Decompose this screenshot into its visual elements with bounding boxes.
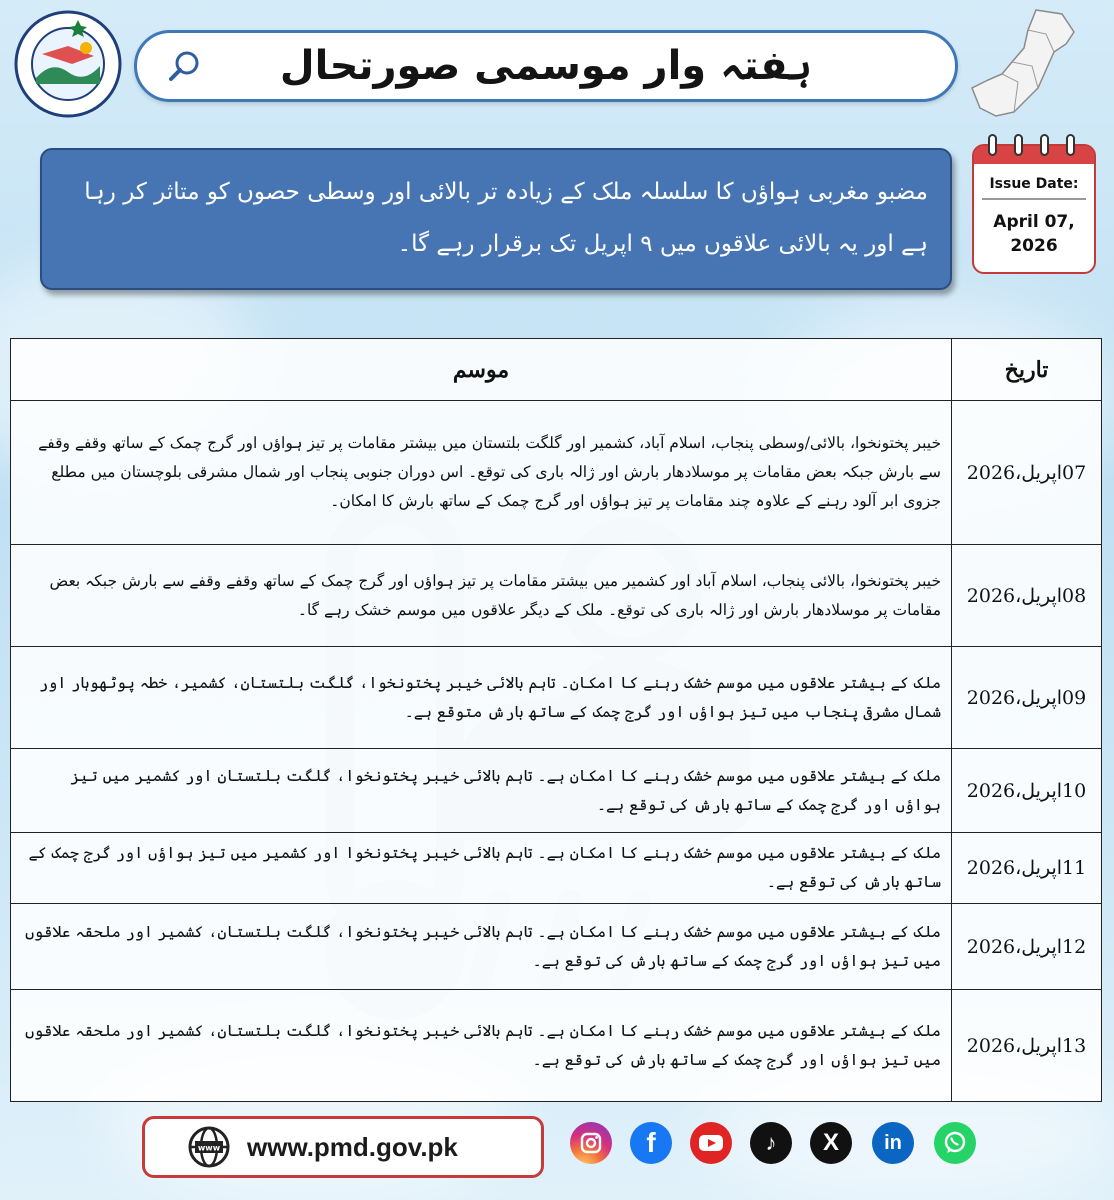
search-icon — [165, 47, 205, 87]
weather-cell: ملک کے بیشتر علاقوں میں موسم خشک رہنے کا امکان ہے۔ تاہم بالائی خیبر پختونخوا، گلگت بلتستان، کشمیر اور ملحقہ علاقوں میں تیز ہواؤں اور گرج چمک کے ساتھ بارش کی توقع ہے۔ — [11, 990, 952, 1102]
table-row — [11, 904, 1102, 990]
facebook-icon[interactable]: f — [630, 1122, 672, 1164]
calendar-divider — [982, 198, 1086, 200]
website-url: www.pmd.gov.pk — [247, 1131, 458, 1162]
weather-cell: خیبر پختونخوا، بالائی/وسطی پنجاب، اسلام آباد، کشمیر اور گلگت بلتستان میں بیشتر مقامات پر تیز ہواؤں اور گرج چمک کے ساتھ وقفے وقفے سے بارش جبکہ بعض مقامات پر موسلادھار بارش اور ژالہ باری کی توقع۔ اس دوران جنوبی پنجاب اور شمال مشرقی بلوچستان میں مطلع جزوی ابر آلود رہنے کے علاوہ چند مقامات پر تیز ہواؤں اور گرج چمک کے ساتھ بارش کا امکان۔ — [11, 401, 952, 545]
page-title: ہفتہ وار موسمی صورتحال — [279, 43, 813, 89]
calendar-ring-icon — [1014, 134, 1023, 156]
table-row — [11, 990, 1102, 1102]
date-cell: 12اپریل،2026 — [952, 904, 1102, 990]
youtube-icon[interactable] — [690, 1122, 732, 1164]
weather-cell: ملک کے بیشتر علاقوں میں موسم خشک رہنے کا امکان۔ تاہم بالائی خیبر پختونخوا، گلگت بلتستان، کشمیر، خطہ پوٹھوہار اور شمال مشرقی پنجاب میں تیز ہواؤں اور گرج چمک کے ساتھ بارش متوقع ہے۔ — [11, 647, 952, 749]
date-cell: 09اپریل،2026 — [952, 647, 1102, 749]
date-cell: 07اپریل،2026 — [952, 401, 1102, 545]
pmd-logo — [12, 8, 124, 120]
calendar-ring-icon — [1040, 134, 1049, 156]
whatsapp-icon[interactable] — [934, 1122, 976, 1164]
svg-text:www: www — [197, 1143, 221, 1153]
date-cell: 11اپریل،2026 — [952, 833, 1102, 904]
calendar-ring-icon — [988, 134, 997, 156]
x-icon[interactable]: X — [810, 1122, 852, 1164]
summary-panel — [40, 148, 952, 290]
table-row — [11, 749, 1102, 833]
column-header-weather: موسم — [11, 339, 952, 401]
issue-date-value: April 07, 2026 — [993, 212, 1075, 256]
date-cell: 08اپریل،2026 — [952, 545, 1102, 647]
pakistan-map-icon — [966, 4, 1106, 124]
weather-cell: ملک کے بیشتر علاقوں میں موسم خشک رہنے کا امکان ہے۔ تاہم بالائی خیبر پختونخوا، گلگت بلتستان، کشمیر اور ملحقہ علاقوں میں تیز ہواؤں اور گرج چمک کے ساتھ بارش کی توقع ہے۔ — [11, 904, 952, 990]
issue-date-label: Issue Date: — [989, 176, 1079, 192]
weather-cell: ملک کے بیشتر علاقوں میں موسم خشک رہنے کا امکان ہے۔ تاہم بالائی خیبر پختونخوا، گلگت بلتستان اور کشمیر میں تیز ہواؤں اور گرج چمک کے ساتھ بارش کی توقع ہے۔ — [11, 749, 952, 833]
summary-text: مضبو مغربی ہواؤں کا سلسلہ ملک کے زیادہ تر بالائی اور وسطی حصوں کو متاثر کر رہا ہے اور یہ بالائی علاقوں میں ۹ اپریل تک برقرار رہے گا۔ — [84, 179, 928, 257]
table-header-row — [11, 339, 1102, 401]
title-bar — [134, 30, 958, 102]
tiktok-icon[interactable]: ♪ — [750, 1122, 792, 1164]
date-cell: 10اپریل،2026 — [952, 749, 1102, 833]
calendar-header — [974, 146, 1094, 164]
table-row — [11, 647, 1102, 749]
globe-icon — [187, 1125, 231, 1169]
weather-cell: ملک کے بیشتر علاقوں میں موسم خشک رہنے کا امکان ہے۔ تاہم بالائی خیبر پختونخوا اور کشمیر میں تیز ہواؤں اور گرج چمک کے ساتھ بارش کی توقع ہے۔ — [11, 833, 952, 904]
instagram-icon[interactable] — [570, 1122, 612, 1164]
calendar-ring-icon — [1066, 134, 1075, 156]
date-cell: 13اپریل،2026 — [952, 990, 1102, 1102]
weather-cell: خیبر پختونخوا، بالائی پنجاب، اسلام آباد اور کشمیر میں بیشتر مقامات پر تیز ہواؤں اور گرج چمک کے ساتھ وقفے وقفے سے بارش جبکہ بعض مقامات پر موسلادھار بارش اور ژالہ باری کی توقع۔ ملک کے دیگر علاقوں میں موسم خشک رہے گا۔ — [11, 545, 952, 647]
website-link[interactable] — [142, 1116, 544, 1178]
table-row — [11, 833, 1102, 904]
table-row — [11, 545, 1102, 647]
issue-date-calendar — [972, 144, 1096, 274]
column-header-date: تاریخ — [952, 339, 1102, 401]
table-row — [11, 401, 1102, 545]
linkedin-icon[interactable]: in — [872, 1122, 914, 1164]
forecast-table — [10, 338, 1102, 1102]
